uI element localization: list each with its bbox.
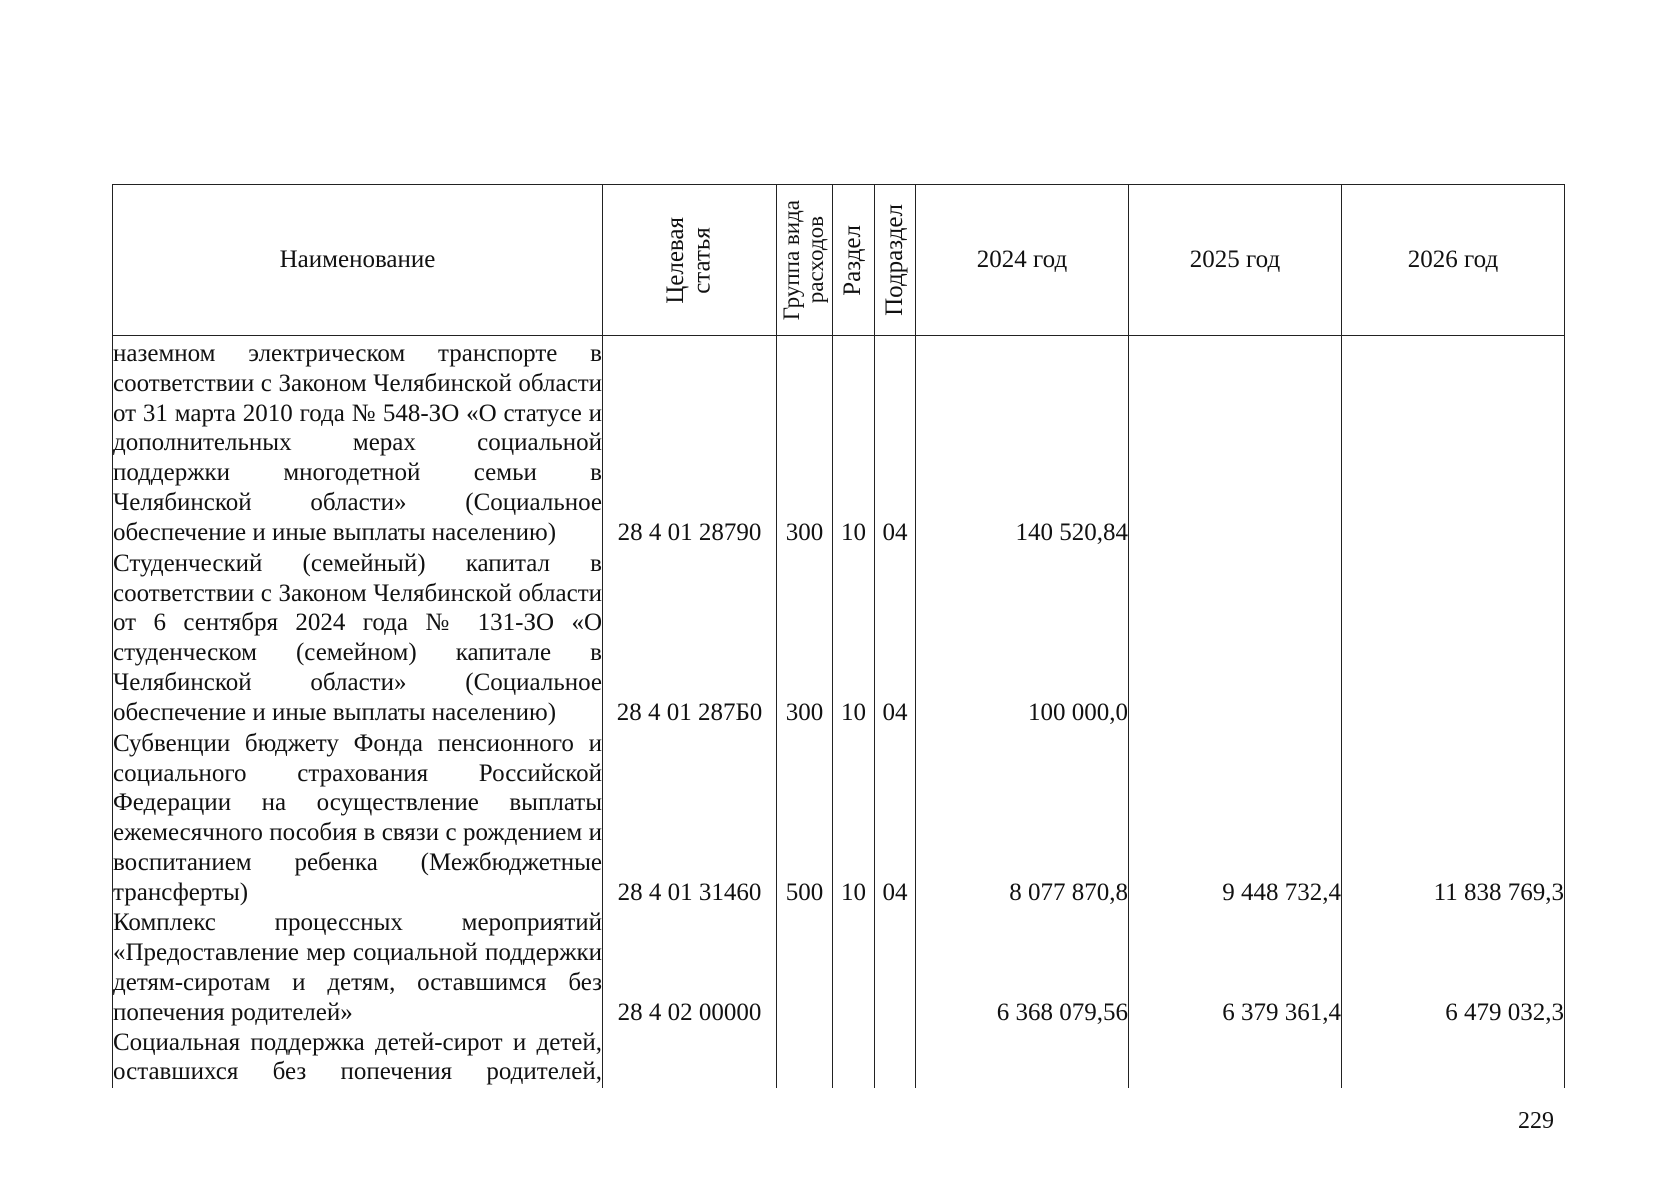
header-target-article: Целевая статья: [603, 185, 777, 336]
header-section: Раздел: [833, 185, 875, 336]
table-row: [113, 548, 1565, 728]
row-2026: 11 838 769,3: [1342, 728, 1565, 908]
row-2024: 6 368 079,56: [916, 908, 1129, 1028]
header-2025: 2025 год: [1129, 185, 1342, 336]
row-name: Студенческий (семейный) капитал в соответствии с Законом Челябинской области от 6 сентября 2024 года № 131-ЗО «О студенческом (семейном) капитале в Челябинской области» (Социальное обеспечение и иные выплаты населению): [113, 548, 603, 728]
row-section: 10: [833, 548, 875, 728]
row-section: [833, 908, 875, 1028]
header-expense-group: Группа вида расходов: [777, 185, 833, 336]
row-2026: [1342, 548, 1565, 728]
row-2025: [1129, 1028, 1342, 1088]
table-row: [113, 908, 1565, 1028]
header-name: Наименование: [113, 185, 603, 336]
header-2026: 2026 год: [1342, 185, 1565, 336]
row-expense-group: 500: [777, 728, 833, 908]
row-2024: 140 520,84: [916, 336, 1129, 548]
row-2025: 6 379 361,4: [1129, 908, 1342, 1028]
row-expense-group: 300: [777, 548, 833, 728]
row-target-article: [603, 1028, 777, 1088]
row-2026: [1342, 1028, 1565, 1088]
table-row: [113, 336, 1565, 548]
row-2025: 9 448 732,4: [1129, 728, 1342, 908]
row-2024: 100 000,0: [916, 548, 1129, 728]
row-name: Субвенции бюджету Фонда пенсионного и социального страхования Российской Федерации на осуществление выплаты ежемесячного пособия в связи с рождением и воспитанием ребенка (Межбюджетные трансферты): [113, 728, 603, 908]
row-2025: [1129, 548, 1342, 728]
row-target-article: 28 4 02 00000: [603, 908, 777, 1028]
row-name: Социальная поддержка детей-сирот и детей, оставшихся без попечения родителей,: [113, 1028, 603, 1088]
row-2024: 8 077 870,8: [916, 728, 1129, 908]
table-row: [113, 1028, 1565, 1088]
row-target-article: 28 4 01 28790: [603, 336, 777, 548]
row-2025: [1129, 336, 1342, 548]
row-subsection: 04: [875, 548, 916, 728]
row-subsection: [875, 908, 916, 1028]
row-expense-group: [777, 908, 833, 1028]
budget-table: [112, 184, 1565, 1088]
row-2026: 6 479 032,3: [1342, 908, 1565, 1028]
table-row: [113, 728, 1565, 908]
row-expense-group: [777, 1028, 833, 1088]
header-2024: 2024 год: [916, 185, 1129, 336]
row-section: 10: [833, 336, 875, 548]
row-2026: [1342, 336, 1565, 548]
row-2024: [916, 1028, 1129, 1088]
row-subsection: [875, 1028, 916, 1088]
row-name: Комплекс процессных мероприятий «Предоставление мер социальной поддержки детям-сиротам и детям, оставшимся без попечения родителей»: [113, 909, 602, 1026]
header-subsection: Подраздел: [875, 185, 916, 336]
table-header-row: [113, 185, 1565, 336]
row-target-article: 28 4 01 287Б0: [603, 548, 777, 728]
page-number: 229: [1518, 1108, 1554, 1134]
row-section: [833, 1028, 875, 1088]
row-subsection: 04: [875, 728, 916, 908]
row-target-article: 28 4 01 31460: [603, 728, 777, 908]
row-subsection: 04: [875, 336, 916, 548]
row-name: наземном электрическом транспорте в соответствии с Законом Челябинской области от 31 марта 2010 года № 548-ЗО «О статусе и дополнительных мерах социальной поддержки многодетной семьи в Челябинской области» (Социальное обеспечение и иные выплаты населению): [113, 336, 603, 548]
row-expense-group: 300: [777, 336, 833, 548]
row-section: 10: [833, 728, 875, 908]
